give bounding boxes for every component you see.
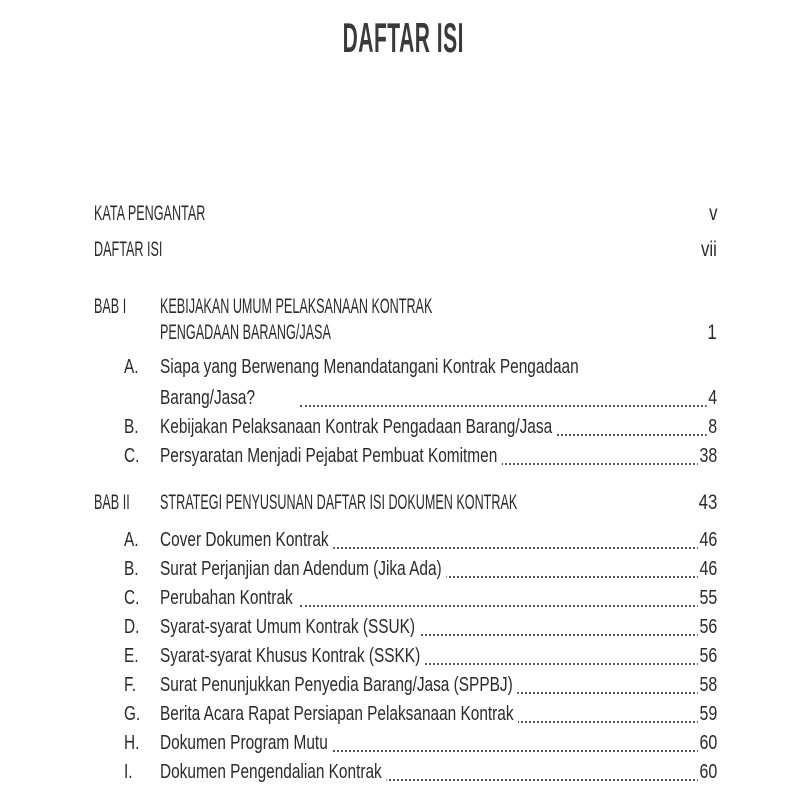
chapter-number: BAB I [94,295,127,318]
item-page: 60 [699,761,717,783]
toc-item[interactable] [0,730,807,756]
page-title-text: DAFTAR ISI [342,14,465,61]
item-label: Barang/Jasa? [160,385,260,411]
dot-leader [300,405,715,407]
toc-item[interactable] [0,385,807,411]
toc-item[interactable] [0,443,807,469]
item-label: Surat Perjanjian dan Adendum (Jika Ada) [160,556,446,582]
item-page: 46 [699,529,717,551]
item-label: Dokumen Program Mutu [160,730,332,756]
item-label: Berita Acara Rapat Persiapan Pelaksanaan Kontrak [160,701,518,727]
chapter-title: STRATEGI PENYUSUNAN DAFTAR ISI DOKUMEN KONTRAK [160,491,518,514]
item-letter: A. [124,356,139,378]
item-label: Surat Penunjukkan Penyedia Barang/Jasa (SPPBJ) [160,672,517,698]
chapter-heading[interactable] [0,490,807,516]
item-page: 60 [699,732,717,754]
item-label: Cover Dokumen Kontrak [160,527,333,553]
entry-page: v [708,202,717,225]
chapter-page: 1 [707,321,717,344]
item-letter: B. [124,416,139,438]
toc-item[interactable] [0,614,807,640]
chapter-title: KEBIJAKAN UMUM PELAKSANAAN KONTRAK [160,295,433,318]
item-page: 38 [699,445,717,467]
chapter-title: PENGADAAN BARANG/JASA [160,321,331,344]
item-page: 59 [699,703,717,725]
item-page: 56 [699,645,717,667]
item-letter: G. [124,703,141,725]
item-page: 46 [699,558,717,580]
dot-leader [300,605,715,607]
chapter-page: 43 [698,491,717,514]
item-page: 55 [699,587,717,609]
item-page: 4 [708,387,717,409]
toc-item[interactable] [0,672,807,698]
dot-leader [300,547,715,549]
chapter-number: BAB II [94,491,130,514]
item-letter: F. [124,674,136,696]
item-letter: C. [124,587,140,609]
item-label: Perubahan Kontrak [160,585,297,611]
item-page: 56 [699,616,717,638]
item-letter: A. [124,529,139,551]
item-label: Kebijakan Pelaksanaan Kontrak Pengadaan Barang/Jasa [160,414,557,440]
toc-item[interactable] [0,414,807,440]
entry-page: vii [701,238,717,261]
item-letter: C. [124,445,140,467]
toc-item[interactable] [0,701,807,727]
entry-label: DAFTAR ISI [94,238,163,261]
item-page: 58 [699,674,717,696]
item-label: Syarat-syarat Umum Kontrak (SSUK) [160,614,420,640]
toc-item[interactable] [0,556,807,582]
item-letter: H. [124,732,140,754]
toc-entry-kata-pengantar[interactable] [0,201,807,227]
item-label: Syarat-syarat Khusus Kontrak (SSKK) [160,643,425,669]
toc-entry-daftar-isi[interactable] [0,237,807,263]
toc-item[interactable] [0,585,807,611]
entry-label: KATA PENGANTAR [94,202,206,225]
item-label: Siapa yang Berwenang Menandatangani Kontrak Pengadaan [160,356,579,378]
item-label: Persyaratan Menjadi Pejabat Pembuat Komitmen [160,443,502,469]
item-letter: D. [124,616,140,638]
toc-item[interactable] [0,759,807,785]
toc-item[interactable] [0,643,807,669]
page-title [0,14,807,62]
item-letter: I. [124,761,133,783]
toc-item[interactable] [0,354,807,380]
toc-item[interactable] [0,527,807,553]
item-label: Dokumen Pengendalian Kontrak [160,759,386,785]
chapter-heading-cont[interactable] [0,320,807,346]
item-letter: B. [124,558,139,580]
item-letter: E. [124,645,139,667]
item-page: 8 [708,416,717,438]
chapter-heading[interactable] [0,294,807,320]
dot-leader [300,750,715,752]
